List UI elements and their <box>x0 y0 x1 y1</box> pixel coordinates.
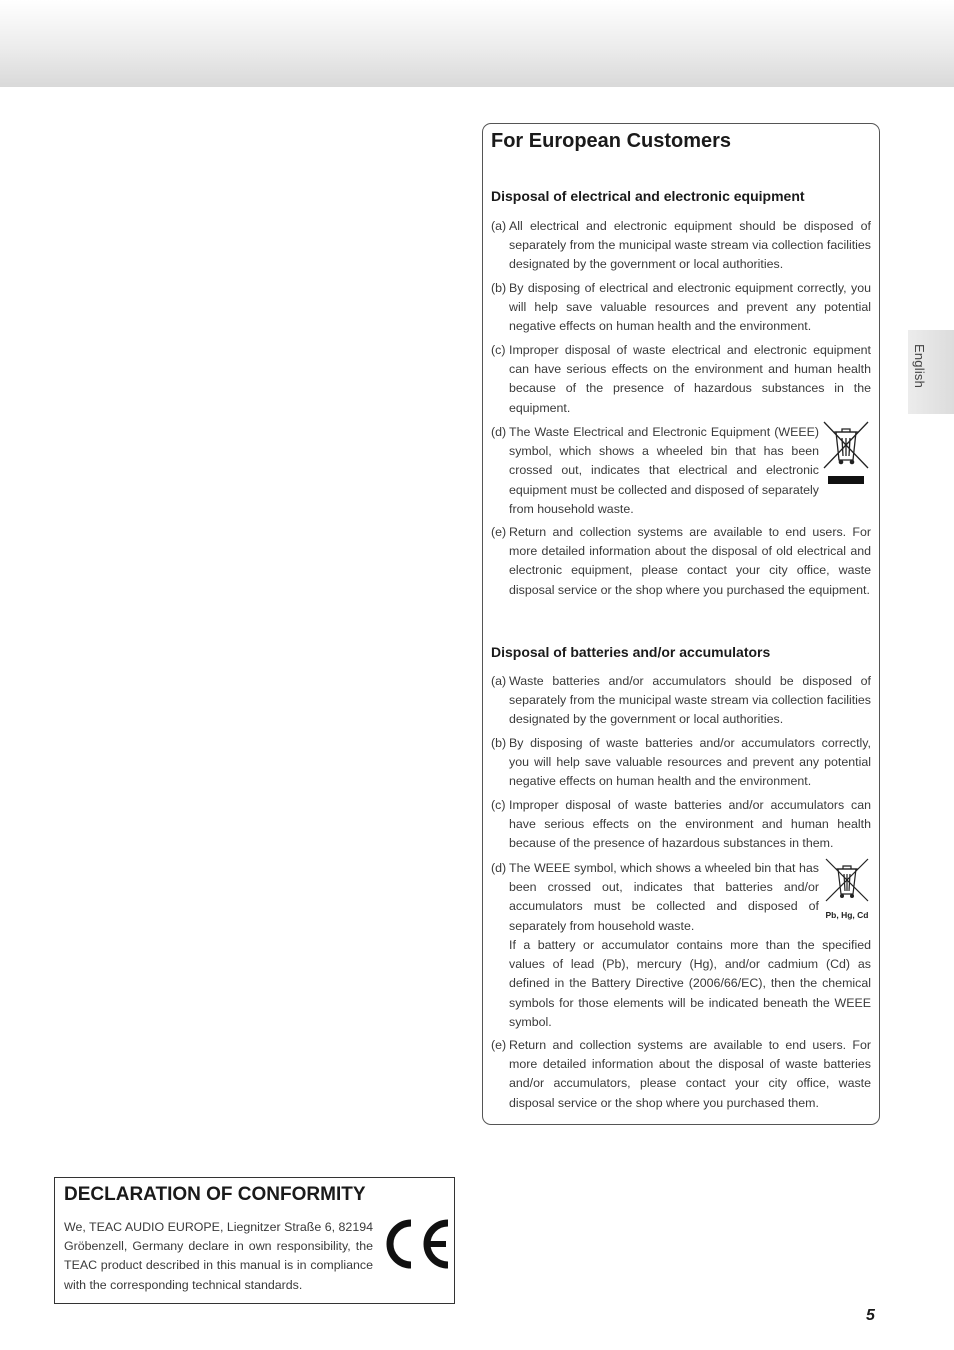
european-customers-title: For European Customers <box>491 130 732 152</box>
item-label: (e) <box>491 1038 507 1052</box>
batteries-disposal-heading: Disposal of batteries and/or accumulators <box>491 644 771 660</box>
item-label: (b) <box>491 281 507 295</box>
electrical-disposal-heading: Disposal of electrical and electronic equipment <box>491 188 805 204</box>
batteries-item-c <box>491 796 871 854</box>
batteries-item-e <box>491 1036 871 1113</box>
electrical-item-b <box>491 279 871 337</box>
item-text: Improper disposal of waste electrical and electronic equipment can have serious effects on the environment and human health because of the presence of hazardous substances in the equipment. <box>509 343 871 415</box>
item-label: (a) <box>491 674 507 688</box>
item-label: (c) <box>491 343 506 357</box>
item-label: (b) <box>491 736 507 750</box>
item-text: If a battery or accumulator contains more than the specified values of lead (Pb), mercury (Hg), and/or cadmium (Cd) as defined in the Battery Directive (2006/66/EC), then the chemical symbols for those elements will be indicated beneath the WEEE symbol. <box>509 938 871 1029</box>
electrical-item-e <box>491 523 871 600</box>
batteries-item-d-extra <box>491 936 871 1032</box>
item-text: The Waste Electrical and Electronic Equipment (WEEE) symbol, which shows a wheeled bin that has been crossed out, indicates that electrical and electronic equipment must be collected and disposed of separately from household waste. <box>509 425 819 516</box>
weee-chemical-caption: Pb, Hg, Cd <box>825 910 869 920</box>
language-tab-label: English <box>912 344 927 389</box>
batteries-item-a <box>491 672 871 730</box>
item-label: (c) <box>491 798 506 812</box>
batteries-item-b <box>491 734 871 792</box>
item-label: (d) <box>491 861 507 875</box>
item-text: Improper disposal of waste batteries and/or accumulators can have serious effects on the environment and human health because of the presence of hazardous substances in them. <box>509 798 871 851</box>
header-band <box>0 0 954 87</box>
item-text: The WEEE symbol, which shows a wheeled bin that has been crossed out, indicates that batteries and/or accumulators must be collected and disposed of separately from household waste. <box>509 861 819 933</box>
page-number: 5 <box>866 1307 875 1324</box>
crossed-wheeled-bin-icon <box>824 857 870 905</box>
item-text: Waste batteries and/or accumulators should be disposed of separately from the municipal waste stream via collection facilities designated by the government or local authorities. <box>509 674 871 727</box>
crossed-wheeled-bin-icon <box>822 420 870 488</box>
electrical-item-a <box>491 217 871 275</box>
electrical-item-d <box>491 423 871 519</box>
item-text: Return and collection systems are available to end users. For more detailed information about the disposal of old electrical and electronic equipment, please contact your city office, waste disposal service or the shop where you purchased the equipment. <box>509 525 871 597</box>
item-text: Return and collection systems are available to end users. For more detailed information about the disposal of waste batteries and/or accumulators, please contact your city office, waste disposal service or the shop where you purchased them. <box>509 1038 871 1110</box>
item-label: (a) <box>491 219 507 233</box>
declaration-text: We, TEAC AUDIO EUROPE, Liegnitzer Straße 6, 82194 Gröbenzell, Germany declare in own responsibility, the TEAC product described in this manual is in compliance with the corresponding technical standards. <box>64 1220 373 1292</box>
item-text: By disposing of waste batteries and/or accumulators correctly, you will help save valuable resources and prevent any potential negative effects on human health and the environment. <box>509 736 871 789</box>
batteries-item-d <box>491 859 871 936</box>
item-text: By disposing of electrical and electronic equipment correctly, you will help save valuable resources and prevent any potential negative effects on human health and the environment. <box>509 281 871 334</box>
declaration-title: DECLARATION OF CONFORMITY <box>64 1184 366 1205</box>
electrical-item-c <box>491 341 871 418</box>
language-tab[interactable] <box>908 330 954 414</box>
item-label: (e) <box>491 525 507 539</box>
item-text: All electrical and electronic equipment should be disposed of separately from the municipal waste stream via collection facilities designated by the government or local authorities. <box>509 219 871 272</box>
ce-mark-icon <box>384 1218 454 1270</box>
item-label: (d) <box>491 425 507 439</box>
